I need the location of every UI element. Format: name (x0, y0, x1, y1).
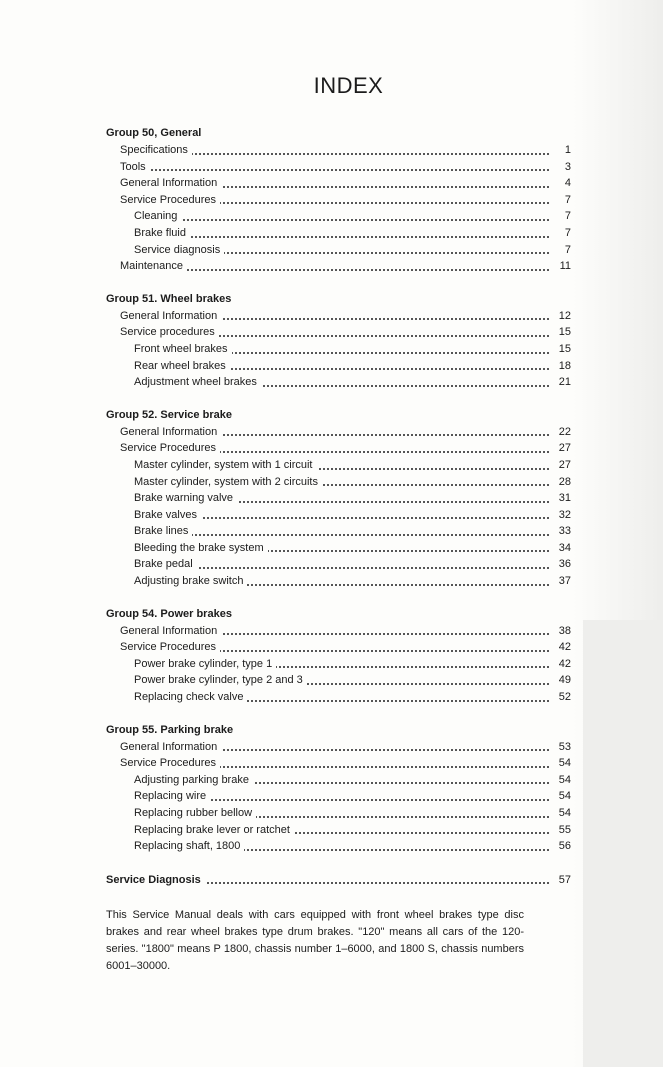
toc-entry[interactable] (106, 822, 571, 839)
toc-page-number: 54 (558, 790, 571, 803)
toc-entry[interactable] (106, 672, 571, 689)
toc-entry-label: Front wheel brakes (134, 341, 232, 358)
toc-page-number: 4 (564, 177, 571, 190)
toc-entry[interactable] (106, 341, 571, 358)
toc-group-title: Group 51. Wheel brakes (106, 292, 232, 305)
toc-group (106, 125, 571, 275)
toc-entry[interactable] (106, 623, 571, 640)
dot-leader (134, 533, 549, 536)
toc-groups (106, 125, 571, 855)
toc-entry[interactable] (106, 308, 571, 325)
toc-entry-label: Power brake cylinder, type 2 and 3 (134, 672, 307, 689)
dot-leader (134, 235, 549, 238)
toc-page-number: 15 (558, 342, 571, 355)
toc-page-number: 32 (558, 508, 571, 521)
toc-entry[interactable] (106, 424, 571, 441)
toc-entry[interactable] (106, 755, 571, 772)
toc-page-number: 54 (558, 807, 571, 819)
page-edge-shadow-lower (583, 620, 663, 1067)
toc-entry[interactable] (106, 805, 571, 822)
toc-group-title: Group 54. Power brakes (106, 607, 232, 620)
toc-entry[interactable] (106, 225, 571, 242)
dot-leader (134, 218, 549, 221)
toc-page-number: 12 (558, 309, 571, 322)
toc-page-number: 22 (558, 425, 571, 438)
toc-entry-label: Service Procedures (120, 639, 220, 656)
toc-entry-label: Adjustment wheel brakes (134, 374, 261, 391)
toc-entry-label: Brake pedal (134, 556, 197, 573)
toc-entry[interactable] (106, 258, 571, 275)
toc-entry[interactable] (106, 540, 571, 557)
toc-entry[interactable] (106, 474, 571, 491)
toc-entry[interactable] (106, 440, 571, 457)
toc-entry[interactable] (106, 175, 571, 192)
toc-entry[interactable] (106, 772, 571, 789)
toc-entry-label: Service Diagnosis (106, 871, 205, 889)
toc-group (106, 606, 571, 706)
toc-page-number: 15 (558, 326, 571, 339)
toc-page-number: 54 (558, 757, 571, 770)
toc-entry-label: Service Procedures (120, 755, 220, 772)
toc-entry-label: Tools (120, 159, 150, 176)
toc-entry-label: Brake lines (134, 523, 192, 540)
toc-entry[interactable] (106, 142, 571, 159)
toc-entry-label: General Information (120, 739, 221, 756)
toc-page-number: 57 (558, 873, 571, 886)
page-title: INDEX (313, 73, 384, 98)
toc-entry-label: Service diagnosis (134, 242, 224, 259)
toc-entry[interactable] (106, 739, 571, 756)
toc-entry[interactable] (106, 324, 571, 341)
toc-entry[interactable] (106, 689, 571, 706)
toc-page-number: 42 (558, 641, 571, 654)
toc-group-title: Group 55. Parking brake (106, 723, 234, 736)
toc-entry[interactable] (106, 573, 571, 590)
toc-entry-label: Master cylinder, system with 2 circuits (134, 474, 322, 491)
toc-page-number: 31 (558, 492, 571, 505)
toc-entry[interactable] (106, 192, 571, 209)
toc-group (106, 407, 571, 590)
toc-entry-label: Power brake cylinder, type 1 (134, 656, 276, 673)
toc-group (106, 291, 571, 391)
toc-entry[interactable] (106, 523, 571, 540)
manual-note: This Service Manual deals with cars equipped with front wheel brakes type disc brakes and rear wheel brakes type drum brakes. "120" means all cars of the 120-series. "1800" means P 1800, chassis number 1–6000, and 1800 S, chassis numbers 6001–30000. (106, 909, 524, 972)
toc-service-diagnosis[interactable] (106, 871, 571, 889)
toc-entry-label: Brake valves (134, 507, 201, 524)
toc-entry[interactable] (106, 242, 571, 259)
toc-page-number: 7 (564, 193, 571, 206)
toc-entry[interactable] (106, 374, 571, 391)
toc-entry-label: Bleeding the brake system (134, 540, 268, 557)
toc-entry-label: General Information (120, 424, 221, 441)
toc-entry[interactable] (106, 208, 571, 225)
toc-page-number: 38 (558, 624, 571, 637)
dot-leader (120, 168, 549, 171)
toc-entry[interactable] (106, 159, 571, 176)
toc-group-title: Group 52. Service brake (106, 408, 232, 421)
toc-page-number: 52 (558, 691, 571, 704)
toc-page-number: 34 (558, 541, 571, 554)
toc-entry-label: Replacing shaft, 1800 (134, 838, 244, 855)
toc-page-number: 3 (564, 160, 571, 173)
toc-page-number: 27 (558, 458, 571, 471)
toc-entry-label: Replacing wire (134, 788, 210, 805)
toc-entry-label: Replacing check valve (134, 689, 247, 706)
toc-page-number: 49 (558, 674, 571, 687)
table-of-contents (106, 125, 571, 889)
toc-entry[interactable] (106, 556, 571, 573)
toc-entry-label: Adjusting brake switch (134, 573, 247, 590)
toc-entry[interactable] (106, 457, 571, 474)
toc-entry-label: Rear wheel brakes (134, 358, 230, 375)
toc-page-number: 7 (564, 210, 571, 223)
toc-page-number: 37 (558, 575, 571, 588)
toc-entry-label: Adjusting parking brake (134, 772, 253, 789)
toc-entry[interactable] (106, 639, 571, 656)
toc-page-number: 28 (558, 475, 571, 488)
toc-page-number: 56 (558, 840, 571, 853)
toc-group-title: Group 50, General (106, 127, 202, 139)
toc-page-number: 42 (558, 657, 571, 670)
toc-entry[interactable] (106, 490, 571, 507)
toc-entry[interactable] (106, 358, 571, 375)
toc-entry[interactable] (106, 507, 571, 524)
toc-page-number: 18 (558, 359, 571, 372)
toc-entry-label: Maintenance (120, 258, 187, 275)
toc-page-number: 33 (558, 525, 571, 538)
toc-page-number: 7 (564, 226, 571, 239)
toc-entry-label: Cleaning (134, 208, 181, 225)
toc-page-number: 21 (558, 376, 571, 389)
toc-page-number: 7 (564, 243, 571, 256)
toc-entry-label: Replacing brake lever or ratchet (134, 822, 294, 839)
toc-page-number: 55 (558, 823, 571, 836)
toc-entry-label: Brake warning valve (134, 490, 237, 507)
toc-page-number: 1 (564, 144, 571, 156)
toc-page-number: 54 (558, 773, 571, 786)
toc-entry[interactable] (106, 656, 571, 673)
toc-entry-label: Specifications (120, 142, 192, 159)
toc-entry-label: General Information (120, 308, 221, 325)
toc-entry-label: Replacing rubber bellow (134, 805, 256, 822)
toc-group (106, 722, 571, 855)
toc-entry[interactable] (106, 838, 571, 855)
toc-page-number: 11 (559, 260, 571, 273)
toc-entry-label: Brake fluid (134, 225, 190, 242)
toc-entry-label: General Information (120, 623, 221, 640)
toc-entry-label: Master cylinder, system with 1 circuit (134, 457, 317, 474)
toc-entry-label: Service procedures (120, 324, 219, 341)
toc-entry-label: General Information (120, 175, 221, 192)
toc-page-number: 36 (558, 558, 571, 571)
toc-entry-label: Service Procedures (120, 440, 220, 457)
toc-entry-label: Service Procedures (120, 192, 220, 209)
toc-entry[interactable] (106, 788, 571, 805)
toc-page-number: 53 (558, 740, 571, 753)
toc-page-number: 27 (558, 442, 571, 455)
